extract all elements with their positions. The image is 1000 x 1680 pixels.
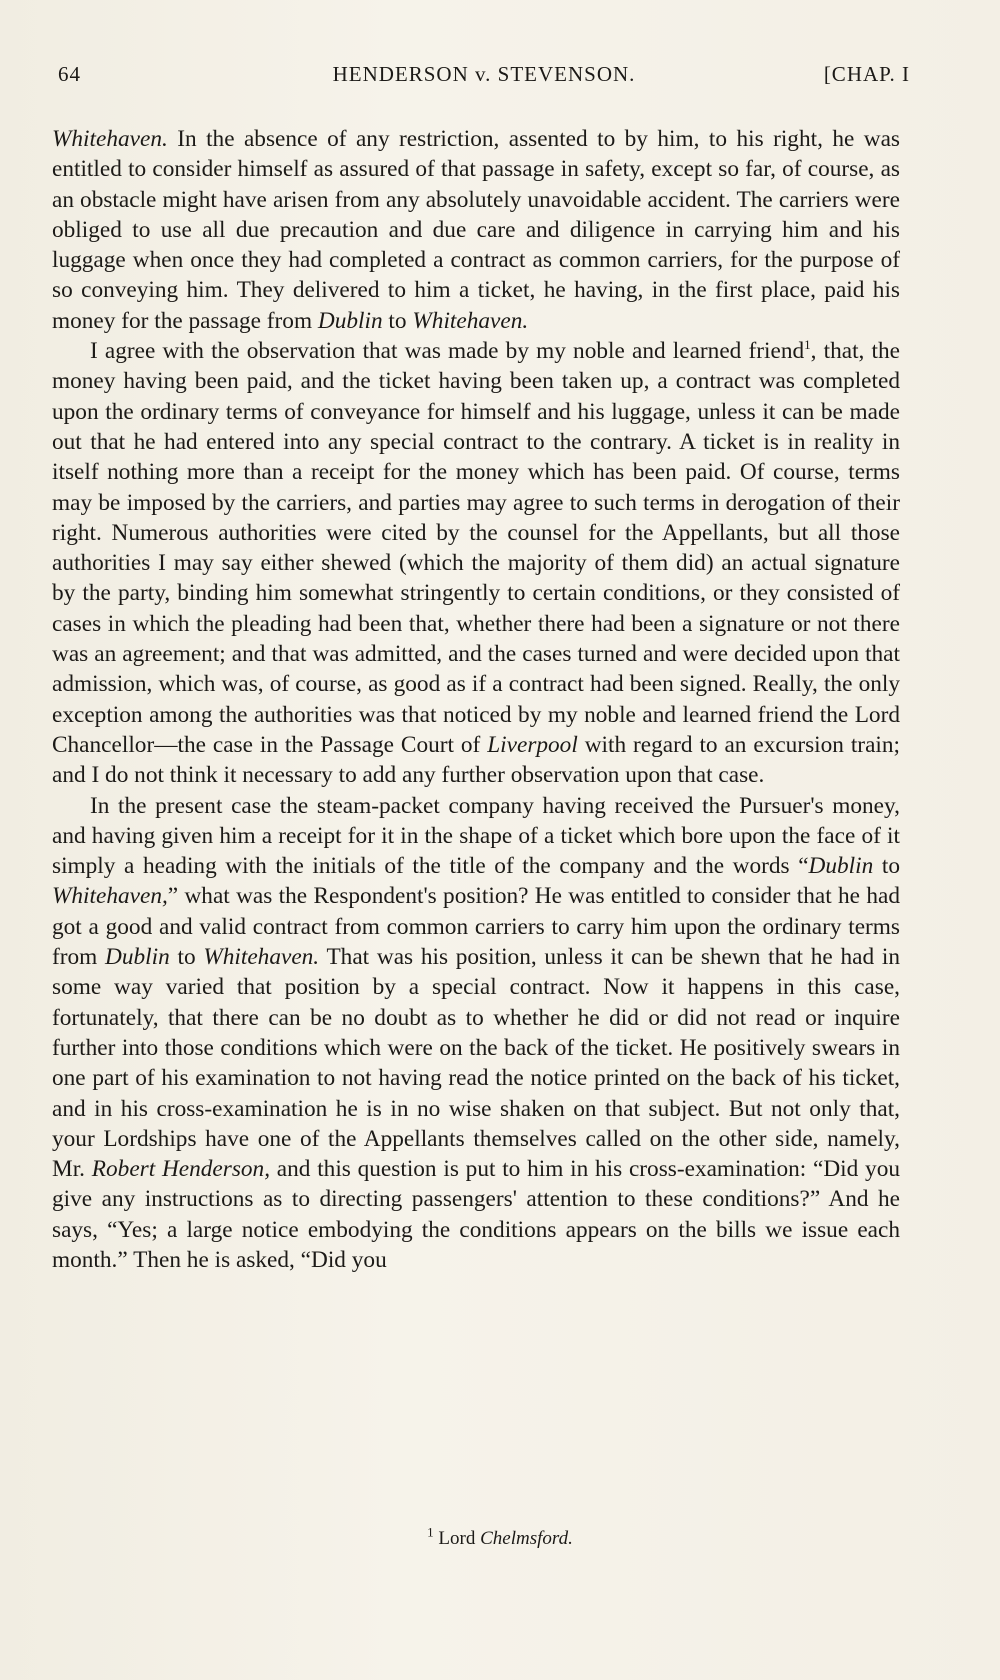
text-run: I agree with the observation that was made by my noble and learned friend [90,338,805,365]
italic-text: Whitehaven, [52,883,168,910]
text-run: That was his position, unless it can be shewn that he had in some way varied that position by a special contract. Now it happens in this case, fortunately, that there can be no doubt as to whether he did or did not read or inquire further into those conditions which were on the back of the ticket. He positively swears in one part of his examination to not having read the notice printed on the back of his ticket, and in his cross-examination he is in no wise shaken on that subject. But not only that, your Lordships have one of the Appellants themselves called on the other side, namely, Mr. [52,944,900,1183]
paragraph-3 [52,791,900,1276]
running-header [58,62,910,94]
text-run: In the absence of any restriction, assented to by him, to his right, he was entitled to consider himself as assured of that passage in safety, except so far, of course, as an obstacle might have arisen from any absolutely unavoidable accident. The carriers were obliged to use all due precaution and due care and diligence in carrying him and his luggage when once they had completed a contract as common carriers, for the purpose of so conveying him. They delivered to him a ticket, he having, in the first place, paid his money for the passage from [52,126,900,334]
paragraph-1 [52,124,900,336]
text-run: with regard to an excursion train; and I do not think it necessary to add any further observation upon that case. [52,731,900,789]
italic-text: Robert Henderson, [91,1156,271,1183]
italic-text: Chelmsford. [480,1528,573,1549]
footnote [0,1524,1000,1550]
text-run: and this question is put to him in his cross-examination: “Did you give any instructions as to directing passengers' attention to these conditions?” And he says, “Yes; a large notice embodying the conditions appears on the bills we issue each month.” Then he is asked, “Did you [52,1156,900,1273]
text-run: In the present case the steam-packet company having received the Pursuer's money, and having given him a receipt for it in the shape of a ticket which bore upon the face of it simply a heading with the initials of the title of the company and the words “ [52,792,900,880]
footnote-reference: 1 [804,337,811,353]
italic-text: Dublin [317,307,383,334]
body-text [52,124,900,1275]
page-number: 64 [58,62,81,86]
text-run: to [169,944,204,971]
text-run: to [873,853,900,880]
italic-text: Whitehaven. [203,944,320,971]
italic-text: Dublin [808,853,874,880]
paragraph-2 [52,336,900,790]
italic-text: Liverpool [487,731,578,758]
italic-text: Dublin [105,944,170,971]
italic-text: Whitehaven. [52,126,168,152]
chapter-label: [CHAP. I [823,62,910,86]
text-run: , that, the money having been paid, and the ticket having been taken up, a contract was completed upon the ordinary terms of conveyance for himself and his luggage, unless it can be made out that he had entered into any special contract to the contrary. A ticket is in reality in itself nothing more than a receipt for the money which has been paid. Of course, terms may be imposed by the carriers, and parties may agree to such terms in derogation of their right. Numerous authorities were cited by the counsel for the Appellants, but all those authorities I may say either shewed (which the majority of them did) an actual signature by the party, binding him somewhat stringently to certain conditions, or they consisted of cases in which the pleading had been that, whether there had been a signature or not there was an agreement; and that was admitted, and the cases turned and were decided upon that admission, which was, of course, as good as if a contract had been signed. Really, the only exception among the authorities was that noticed by my noble and learned friend the Lord Chancellor—the case in the Passage Court of [52,338,900,758]
running-title: HENDERSON v. STEVENSON. [332,62,636,86]
text-run: ” what was the Respondent's position? He was entitled to consider that he had got a good and valid contract from common carriers to carry him upon the ordinary terms from [52,883,900,971]
text-run: to [382,307,413,334]
text-run: Lord [438,1528,481,1549]
footnote-marker: 1 [427,1524,434,1540]
italic-text: Whitehaven. [412,307,529,334]
